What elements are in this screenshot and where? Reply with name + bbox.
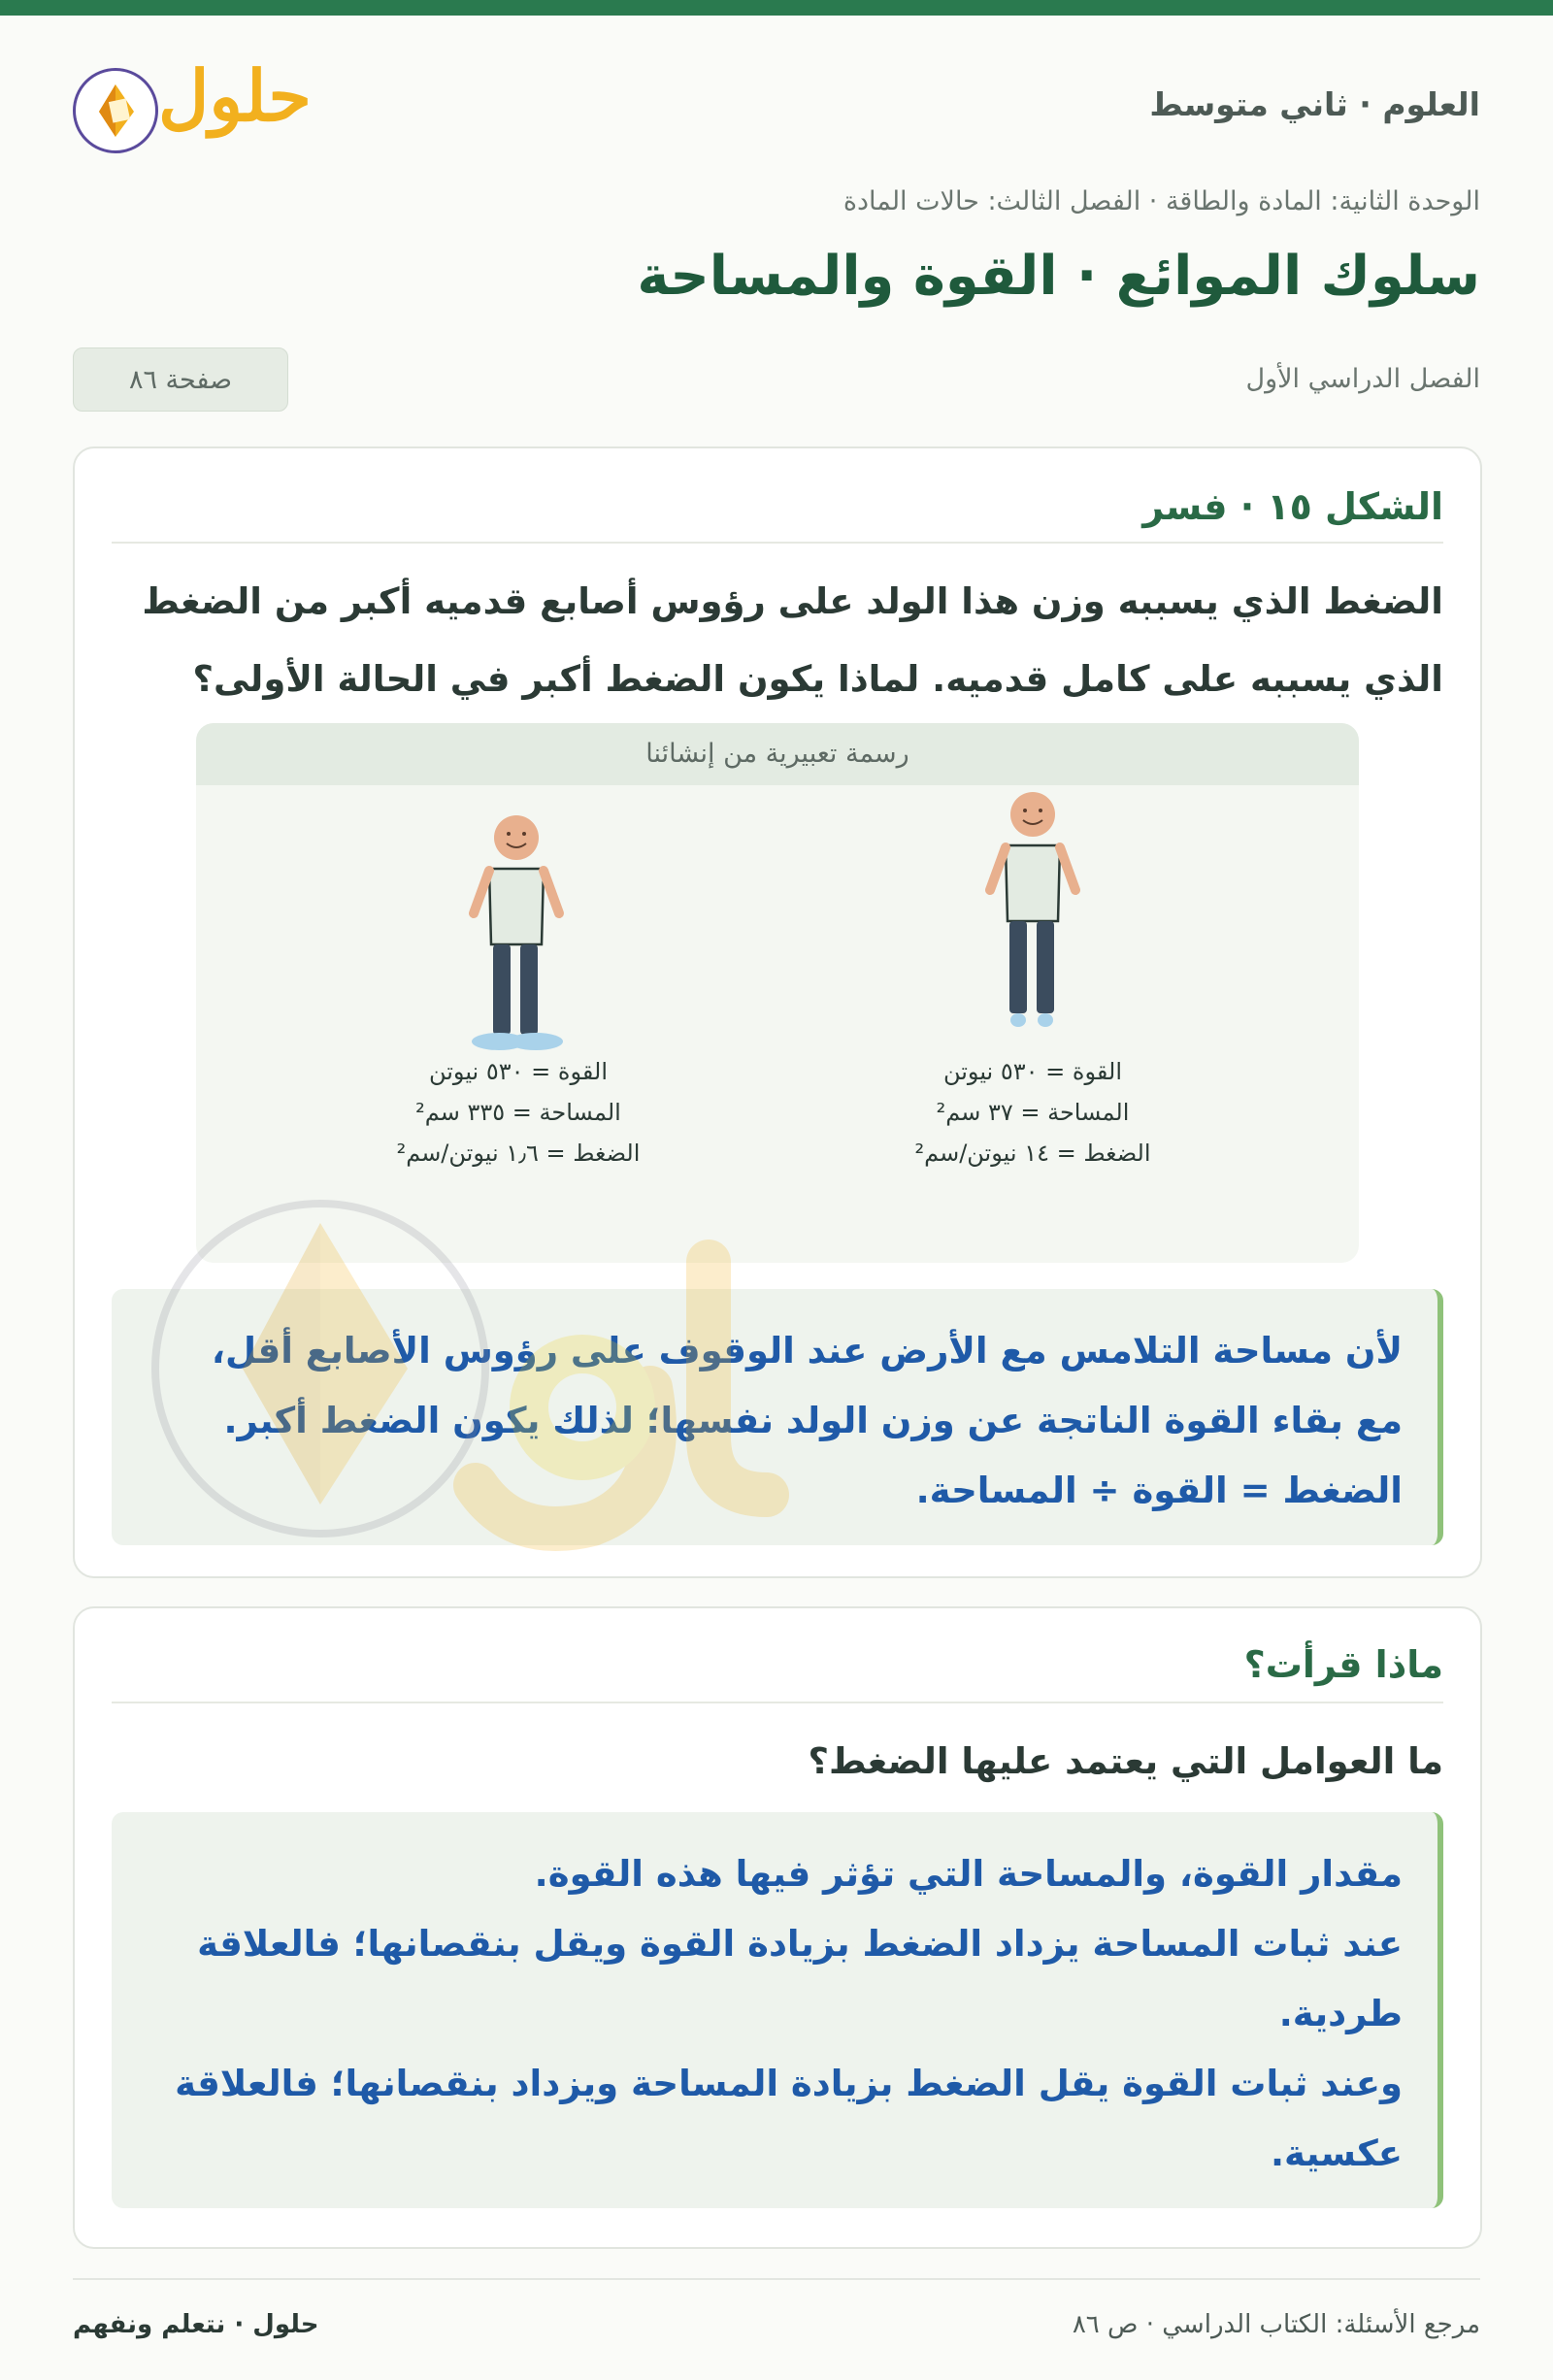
answer-line: عند ثبات المساحة يزداد الضغط بزيادة القوة ويقل بنقصانها؛ فالعلاقة bbox=[197, 1923, 1403, 1965]
figure-right-pressure: الضغط = ١٤ نيوتن/سم² bbox=[914, 1140, 1151, 1167]
illustration-svg bbox=[196, 785, 1359, 1263]
boy-on-tiptoes-illustration bbox=[990, 792, 1075, 1027]
question-line: الضغط الذي يسببه وزن هذا الولد على رؤوس أصابع قدميه أكبر من الضغط bbox=[142, 580, 1443, 622]
boy-standing-flat-illustration bbox=[472, 815, 563, 1050]
figure-left-pressure: الضغط = ١٫٦ نيوتن/سم² bbox=[396, 1140, 641, 1167]
page-number-badge: صفحة ٨٦ bbox=[73, 347, 288, 412]
figure-right-force: القوة = ٥٣٠ نيوتن bbox=[942, 1058, 1123, 1085]
answer-line: طردية. bbox=[1278, 1993, 1403, 2034]
figure-caption: رسمة تعبيرية من إنشائنا bbox=[196, 723, 1359, 785]
footer-brand: حلول · نتعلم ونفهم bbox=[73, 2310, 319, 2339]
reading-check-card bbox=[73, 1606, 1482, 2249]
figure-left-area: المساحة = ٣٣٥ سم² bbox=[415, 1099, 621, 1126]
footer-reference: مرجع الأسئلة: الكتاب الدراسي · ص ٨٦ bbox=[1072, 2310, 1480, 2339]
page-title: سلوك الموائع · القوة والمساحة bbox=[637, 245, 1480, 308]
answer-box bbox=[112, 1289, 1443, 1545]
figure-right-area: المساحة = ٣٧ سم² bbox=[936, 1099, 1130, 1126]
logo-emblem-icon bbox=[73, 68, 158, 153]
divider bbox=[112, 542, 1443, 544]
top-accent-bar bbox=[0, 0, 1553, 16]
breadcrumb: الوحدة الثانية: المادة والطاقة · الفصل الثالث: حالات المادة bbox=[843, 186, 1480, 216]
logo-text: حلول bbox=[158, 54, 312, 137]
page-header bbox=[73, 54, 1480, 155]
card-title: الشكل ١٥ · فسر bbox=[1142, 485, 1443, 528]
question-line: الذي يسببه على كامل قدميه. لماذا يكون الضغط أكبر في الحالة الأولى؟ bbox=[192, 658, 1443, 700]
question-text bbox=[112, 563, 1443, 718]
figure-question-card bbox=[73, 446, 1482, 1578]
hulul-logo[interactable] bbox=[73, 54, 325, 155]
answer-line: عكسية. bbox=[1270, 2132, 1403, 2174]
answer-line: مع بقاء القوة الناتجة عن وزن الولد نفسها؛ لذلك يكون الضغط أكبر. bbox=[223, 1400, 1403, 1441]
illustration-figure bbox=[196, 723, 1359, 1263]
footer-divider bbox=[73, 2278, 1480, 2280]
answer-line: مقدار القوة، والمساحة التي تؤثر فيها هذه القوة. bbox=[534, 1853, 1403, 1895]
answer-box bbox=[112, 1812, 1443, 2208]
answer-line: لأن مساحة التلامس مع الأرض عند الوقوف على رؤوس الأصابع أقل، bbox=[211, 1330, 1403, 1372]
subject-label: العلوم · ثاني متوسط bbox=[1149, 85, 1480, 123]
answer-line: الضغط = القوة ÷ المساحة. bbox=[915, 1470, 1403, 1511]
semester-label: الفصل الدراسي الأول bbox=[1245, 364, 1480, 394]
answer-line: وعند ثبات القوة يقل الضغط بزيادة المساحة ويزداد بنقصانها؛ فالعلاقة bbox=[175, 2063, 1403, 2104]
divider bbox=[112, 1702, 1443, 1703]
figure-left-force: القوة = ٥٣٠ نيوتن bbox=[428, 1058, 609, 1085]
card-title: ماذا قرأت؟ bbox=[1243, 1643, 1443, 1686]
question-text: ما العوامل التي يعتمد عليها الضغط؟ bbox=[808, 1740, 1443, 1782]
